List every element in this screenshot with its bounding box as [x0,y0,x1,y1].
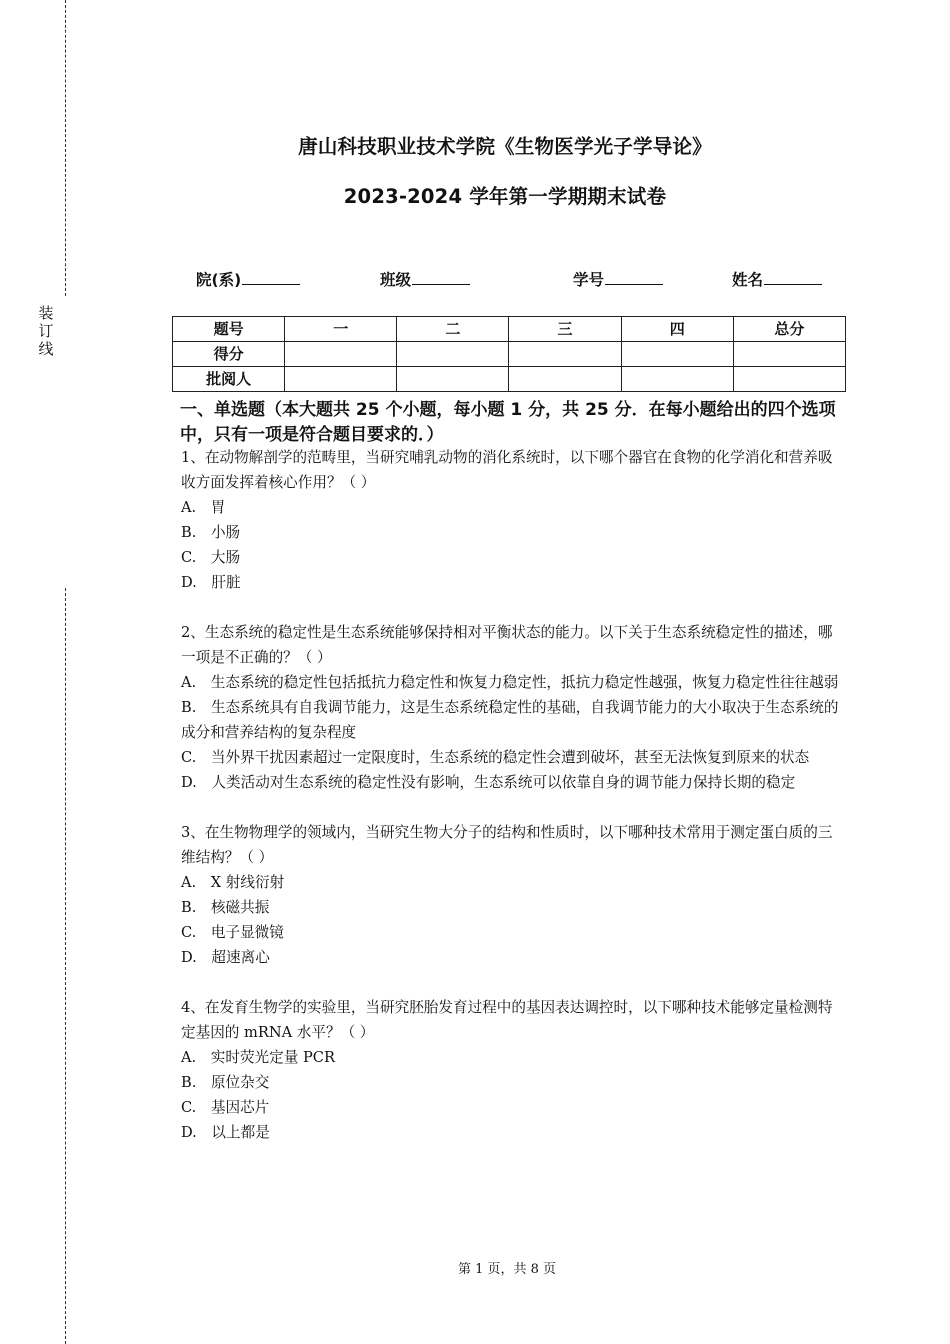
question-3 [181,820,846,970]
option-c[interactable]: C. 基因芯片 [181,1099,270,1116]
binding-label-char: 订 [38,322,54,340]
department-field[interactable] [196,268,300,290]
student-id-field[interactable] [573,268,663,290]
option-d[interactable]: D. 以上都是 [181,1124,270,1141]
binding-label-char: 装 [38,304,54,322]
option-c[interactable]: C. 大肠 [181,549,241,566]
score-cell[interactable] [509,342,621,367]
option-b[interactable]: B. 核磁共振 [181,899,270,916]
score-cell[interactable] [397,342,509,367]
grader-cell[interactable] [621,367,733,392]
question-stem: 3、在生物物理学的领域内，当研究生物大分子的结构和性质时，以下哪种技术常用于测定蛋白质的三维结构？（ ） [181,824,833,866]
binding-label [37,304,55,358]
grader-row-label: 批阅人 [173,367,285,392]
question-1 [181,445,846,595]
question-2 [181,620,846,795]
name-blank[interactable] [764,268,822,285]
option-a[interactable]: A. X 射线衍射 [181,874,285,891]
question-stem: 2、生态系统的稳定性是生态系统能够保持相对平衡状态的能力。以下关于生态系统稳定性的描述，哪一项是不正确的？（ ） [181,624,833,666]
score-row [173,342,846,367]
department-label: 院(系) [196,271,242,289]
score-cell[interactable] [733,342,845,367]
option-d[interactable]: D. 超速离心 [181,949,270,966]
student-info-row [0,268,950,292]
score-table-header-cell: 一 [285,317,397,342]
score-table-header-cell: 四 [621,317,733,342]
score-table [172,316,846,392]
exam-title-line2: 2023-2024 学年第一学期期末试卷 [343,185,667,208]
student-id-label: 学号 [573,271,605,289]
question-list [181,445,846,1170]
option-b[interactable]: B. 小肠 [181,524,241,541]
grader-cell[interactable] [285,367,397,392]
score-table-header-cell: 三 [509,317,621,342]
question-stem: 4、在发育生物学的实验里，当研究胚胎发育过程中的基因表达调控时，以下哪种技术能够定量检测特定基因的 mRNA 水平？（ ） [181,999,833,1041]
class-blank[interactable] [412,268,470,285]
binding-dashed-line-bottom [65,588,66,1344]
grader-cell[interactable] [397,367,509,392]
option-d[interactable]: D. 肝脏 [181,574,241,591]
name-label: 姓名 [732,271,764,289]
option-d[interactable]: D. 人类活动对生态系统的稳定性没有影响，生态系统可以依靠自身的调节能力保持长期的稳定 [181,774,796,791]
student-id-blank[interactable] [605,268,663,285]
score-table-header-cell: 题号 [173,317,285,342]
name-field[interactable] [732,268,822,290]
option-a[interactable]: A. 生态系统的稳定性包括抵抗力稳定性和恢复力稳定性，抵抗力稳定性越强，恢复力稳定性往往越弱 [181,674,839,691]
class-field[interactable] [380,268,470,290]
exam-title-line1: 唐山科技职业技术学院《生物医学光子学导论》 [298,135,712,158]
score-cell[interactable] [621,342,733,367]
score-table-header-row [173,317,846,342]
score-table-header-cell: 二 [397,317,509,342]
question-4 [181,995,846,1145]
option-c[interactable]: C. 当外界干扰因素超过一定限度时，生态系统的稳定性会遭到破坏，甚至无法恢复到原来的状态 [181,749,810,766]
option-b[interactable]: B. 生态系统具有自我调节能力，这是生态系统稳定性的基础，自我调节能力的大小取决于生态系统的成分和营养结构的复杂程度 [181,699,839,741]
question-stem: 1、在动物解剖学的范畴里，当研究哺乳动物的消化系统时，以下哪个器官在食物的化学消化和营养吸收方面发挥着核心作用？（ ） [181,449,833,491]
score-row-label: 得分 [173,342,285,367]
score-cell[interactable] [285,342,397,367]
binding-label-char: 线 [38,340,54,358]
option-a[interactable]: A. 实时荧光定量 PCR [181,1049,335,1066]
option-b[interactable]: B. 原位杂交 [181,1074,270,1091]
option-c[interactable]: C. 电子显微镜 [181,924,284,941]
page-footer: 第 1 页，共 8 页 [457,1262,557,1277]
section-heading: 一、单选题（本大题共 25 个小题，每小题 1 分，共 25 分．在每小题给出的四个选项中，只有一项是符合题目要求的．） [180,400,836,445]
grader-cell[interactable] [509,367,621,392]
class-label: 班级 [380,271,412,289]
department-blank[interactable] [242,268,300,285]
grader-cell[interactable] [733,367,845,392]
score-table-header-cell: 总分 [733,317,845,342]
option-a[interactable]: A. 胃 [181,499,226,516]
grader-row [173,367,846,392]
